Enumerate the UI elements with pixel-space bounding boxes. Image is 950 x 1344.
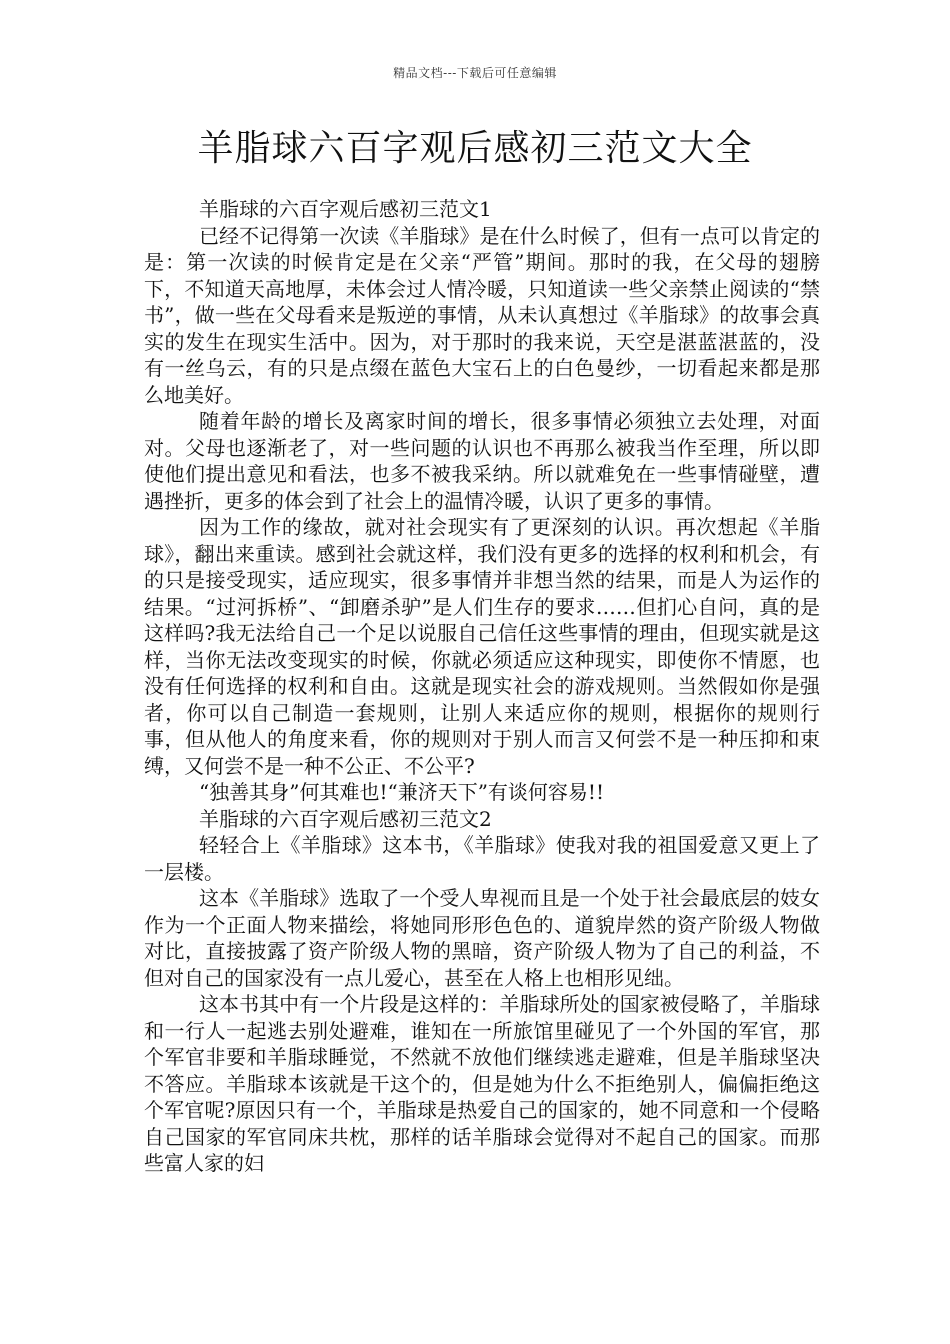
document-body [144,196,820,1177]
paragraph: 轻轻合上《羊脂球》这本书，《羊脂球》使我对我的祖国爱意又更上了一层楼。 [144,833,820,884]
paragraph: 随着年龄的增长及离家时间的增长，很多事情必须独立去处理，对面对。父母也逐渐老了，对一些问题的认识也不再那么被我当作至理，所以即使他们提出意见和看法，也多不被我采纳。所以就难免在一些事情碰壁，遭遇挫折，更多的体会到了社会上的温情冷暖，认识了更多的事情。 [144,409,820,513]
document-title: 羊脂球六百字观后感初三范文大全 [197,128,753,169]
paragraph: 这本书其中有一个片段是这样的：羊脂球所处的国家被侵略了，羊脂球和一行人一起逃去别处避难，谁知在一所旅馆里碰见了一个外国的军官，那个军官非要和羊脂球睡觉，不然就不放他们继续逃走避难，但是羊脂球坚决不答应。羊脂球本该就是干这个的，但是她为什么不拒绝别人，偏偏拒绝这个军官呢?原因只有一个，羊脂球是热爱自己的国家的，她不同意和一个侵略自己国家的军官同床共枕，那样的话羊脂球会觉得对不起自己的国家。而那些富人家的妇 [144,992,820,1175]
paragraph: “独善其身”何其难也!“兼济天下”有谈何容易!! [199,780,605,804]
header-note: 精品文档---下载后可任意编辑 [393,66,557,80]
paragraph: 已经不记得第一次读《羊脂球》是在什么时候了，但有一点可以肯定的是：第一次读的时候肯定是在父亲“严管”期间。那时的我，在父母的翅膀下，不知道天高地厚，未体会过人情冷暖，只知道读一些父亲禁止阅读的“禁书”，做一些在父母看来是叛逆的事情，从未认真想过《羊脂球》的故事会真实的发生在现实生活中。因为，对于那时的我来说，天空是湛蓝湛蓝的，没有一丝乌云，有的只是点缀在蓝色大宝石上的白色曼纱，一切看起来都是那么地美好。 [144,223,820,407]
section-heading-2: 羊脂球的六百字观后感初三范文2 [199,806,492,831]
section-heading-1: 羊脂球的六百字观后感初三范文1 [199,197,492,221]
paragraph: 这本《羊脂球》选取了一个受人卑视而且是一个处于社会最底层的妓女作为一个正面人物来描绘，将她同形形色色的、道貌岸然的资产阶级人物做对比，直接披露了资产阶级人物的黑暗，资产阶级人物为了自己的利益，不但对自己的国家没有一点儿爱心，甚至在人格上也相形见绌。 [144,886,820,990]
paragraph: 因为工作的缘故，就对社会现实有了更深刻的认识。再次想起《羊脂球》，翻出来重读。感到社会就这样，我们没有更多的选择的权利和机会，有的只是接受现实，适应现实，很多事情并非想当然的结果，而是人为运作的结果。“过河拆桥”、“卸磨杀驴”是人们生存的要求……但扪心自问，真的是这样吗?我无法给自己一个足以说服自己信任这些事情的理由，但现实就是这样，当你无法改变现实的时候，你就必须适应这种现实，即使你不情愿，也没有任何选择的权利和自由。这就是现实社会的游戏规则。当然假如你是强者，你可以自己制造一套规则，让别人来适应你的规则，根据你的规则行事，但从他人的角度来看，你的规则对于别人而言又何尝不是一种压抑和束缚，又何尝不是一种不公正、不公平? [144,515,820,778]
